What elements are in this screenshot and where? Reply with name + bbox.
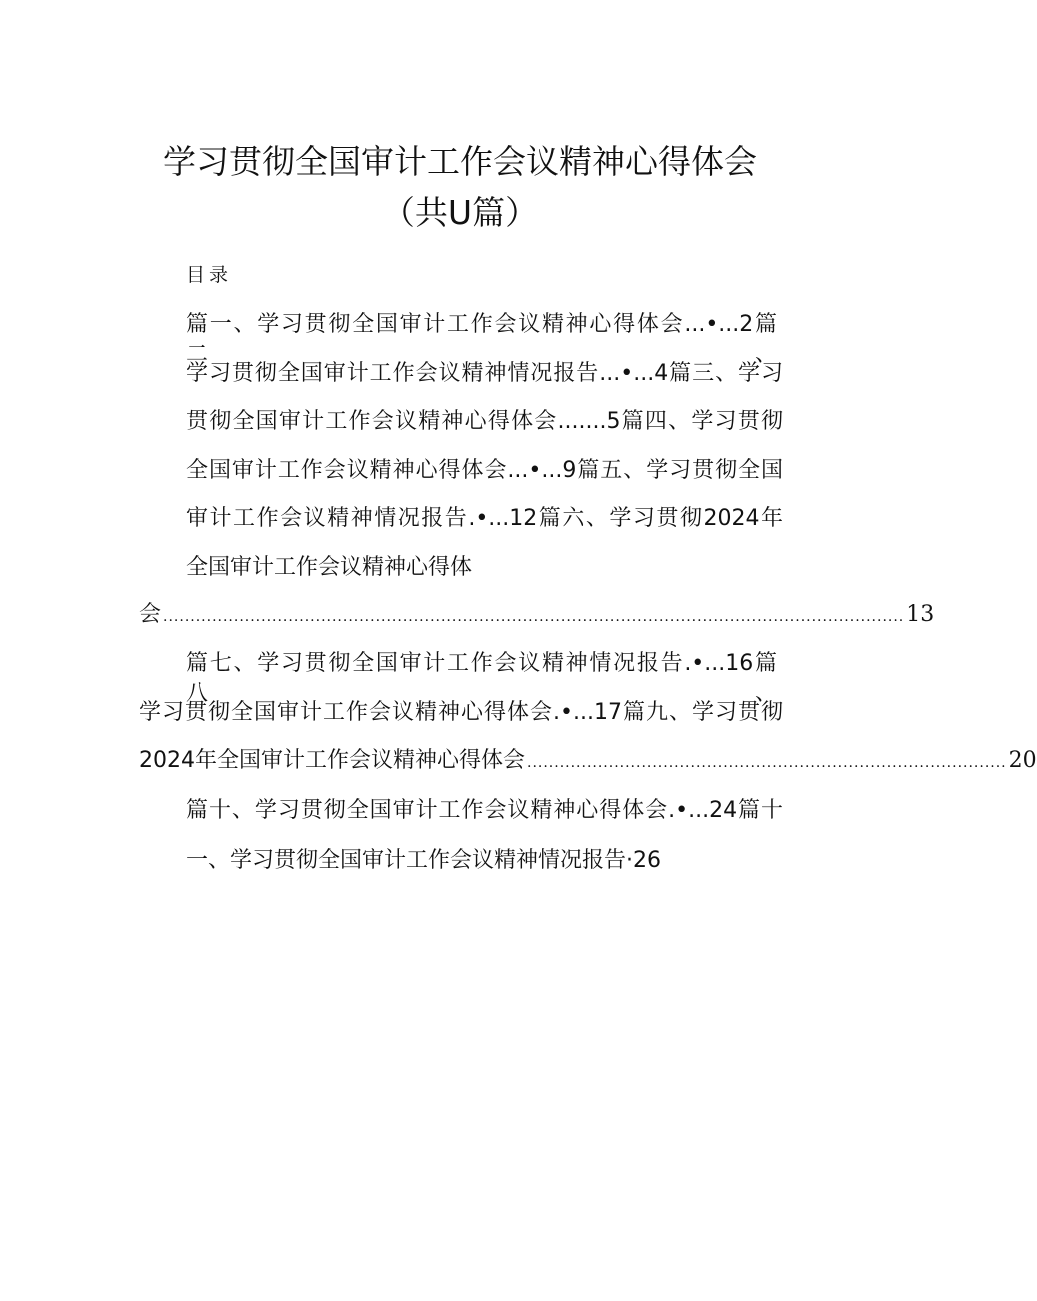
toc-line-5: 审计工作会议精神情况报告.•...12篇六、学习贯彻2024年: [186, 506, 783, 531]
document-title: 学习贯彻全国审计工作会议精神心得体会: [163, 142, 757, 181]
toc-leader-line-13: [139, 600, 935, 632]
toc-line-7: 篇七、学习贯彻全国审计工作会议精神情况报告.•...16篇八、: [186, 651, 777, 706]
toc-page-number: 13: [906, 602, 935, 627]
toc-line-3: 贯彻全国审计工作会议精神心得体会.......5篇四、学习贯彻: [186, 409, 783, 434]
toc-line-9: 篇十、学习贯彻全国审计工作会议精神心得体会.•...24篇十: [186, 798, 783, 823]
toc-heading: 目录: [186, 264, 233, 286]
toc-leader-dots: ........................................................................................................................................: [163, 609, 905, 625]
toc-page-number: 20: [1008, 748, 1037, 773]
toc-line-6: 全国审计工作会议精神心得体: [186, 555, 473, 580]
toc-line-2: 学习贯彻全国审计工作会议精神情况报告...•...4篇三、学习: [186, 361, 783, 386]
toc-line-8: 学习贯彻全国审计工作会议精神心得体会.•...17篇九、学习贯彻: [139, 700, 783, 725]
toc-line-4: 全国审计工作会议精神心得体会...•...9篇五、学习贯彻全国: [186, 458, 783, 483]
toc-leader-text: 2024年全国审计工作会议精神心得体会: [139, 748, 525, 773]
toc-line-10: 一、学习贯彻全国审计工作会议精神情况报告·26: [186, 848, 661, 873]
toc-leader-dots: ........................................................................................: [527, 755, 1007, 771]
document-subtitle: （共U篇）: [381, 193, 539, 232]
toc-line-1: 篇一、学习贯彻全国审计工作会议精神心得体会...•...2篇二、: [186, 312, 777, 367]
toc-leader-line-20: [139, 746, 1037, 778]
toc-leader-text: 会: [139, 602, 162, 627]
